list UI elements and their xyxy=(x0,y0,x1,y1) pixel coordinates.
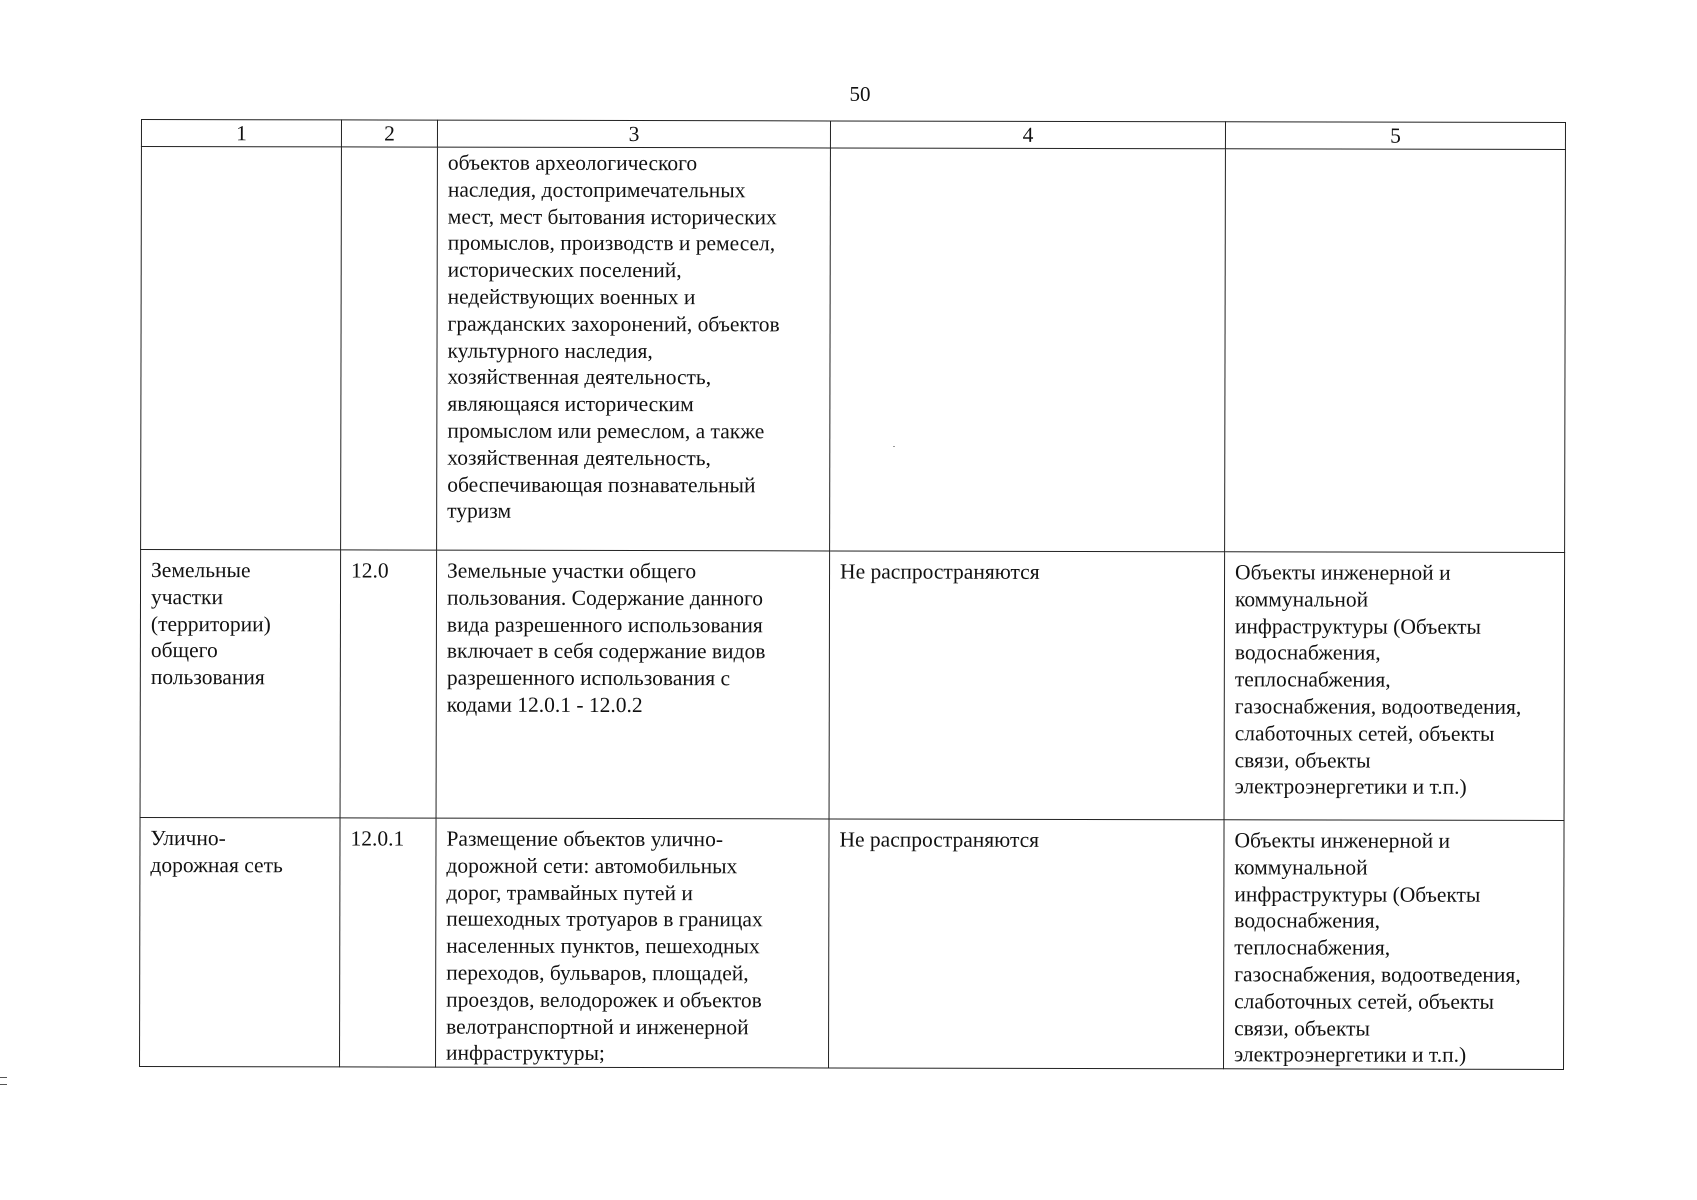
land-use-code-cell xyxy=(341,147,438,550)
land-use-description-cell: объектов археологического наследия, достопримечательных мест, мест бытования исторических промыслов, производств и ремесел, исторических поселений, недействующих военных и гражданских захоронений, объектов культурного наследия, хозяйственная деятельность, являющаяся историческим промыслом или ремеслом, а также хозяйственная деятельность, обеспечивающая познавательный туризм xyxy=(437,147,831,551)
column-header-4: 4 xyxy=(830,121,1225,149)
land-use-description-cell: Размещение объектов улично- дорожной сети: автомобильных дорог, трамвайных путей и пешеходных тротуаров в границах населенных пунктов, пешеходных переходов, бульваров, площадей, проездов, велодорожек и объектов велотранспортной и инженерной инфраструктуры; xyxy=(436,818,830,1068)
land-use-name-cell: Улично- дорожная сеть xyxy=(140,817,341,1067)
table-row xyxy=(140,550,1565,821)
scan-speck xyxy=(893,446,895,447)
column-header-2: 2 xyxy=(341,120,437,147)
column-header-5: 5 xyxy=(1225,122,1565,150)
restrictions-cell: Не распространяются xyxy=(829,551,1225,820)
table-row xyxy=(141,147,1566,553)
scan-edge-mark xyxy=(0,1077,7,1085)
land-use-code-cell: 12.0 xyxy=(340,550,437,818)
land-use-name-cell: Земельные участки (территории) общего пользования xyxy=(140,550,341,818)
auxiliary-uses-cell: Объекты инженерной и коммунальной инфраструктуры (Объекты водоснабжения, теплоснабжения, газоснабжения, водоотведения, слаботочных сетей, объекты связи, объекты электроэнергетики и т.п.) xyxy=(1224,820,1565,1070)
column-header-3: 3 xyxy=(437,120,830,148)
land-use-name-cell xyxy=(141,147,342,550)
restrictions-cell: Не распространяются xyxy=(829,819,1225,1069)
column-header-1: 1 xyxy=(141,120,341,147)
table-header-row xyxy=(141,120,1565,150)
land-use-table xyxy=(139,119,1566,1070)
page-number: 50 xyxy=(849,82,871,106)
land-use-code-cell: 12.0.1 xyxy=(340,818,437,1067)
restrictions-cell xyxy=(830,148,1226,552)
auxiliary-uses-cell: Объекты инженерной и коммунальной инфраструктуры (Объекты водоснабжения, теплоснабжения, газоснабжения, водоотведения, слаботочных сетей, объекты связи, объекты электроэнергетики и т.п.) xyxy=(1224,552,1565,821)
table-row xyxy=(140,817,1565,1069)
auxiliary-uses-cell xyxy=(1225,149,1566,553)
land-use-description-cell: Земельные участки общего пользования. Содержание данного вида разрешенного использования включает в себя содержание видов разрешенного использования с кодами 12.0.1 - 12.0.2 xyxy=(436,550,830,819)
